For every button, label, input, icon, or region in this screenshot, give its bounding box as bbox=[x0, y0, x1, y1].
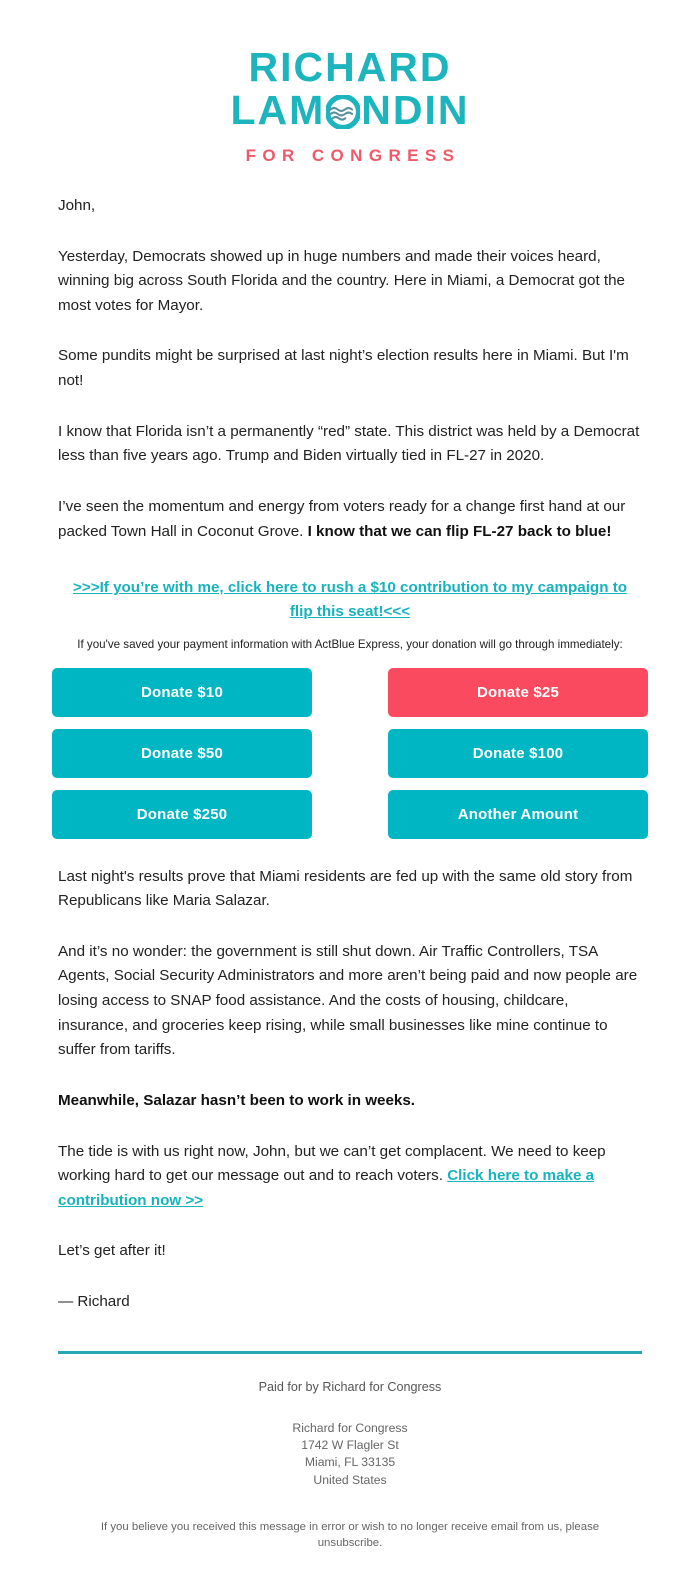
primary-cta-link[interactable]: >>>If you’re with me, click here to rush a $10 contribution to my campaign to flip this seat!<<< bbox=[72, 579, 628, 620]
paragraph-5: Last night's results prove that Miami residents are fed up with the same old story from Republicans like Maria Salazar. bbox=[58, 867, 633, 910]
paragraph-2: Some pundits might be surprised at last night’s election results here in Miami. But I'm not! bbox=[58, 347, 629, 390]
paragraph-4-emphasis: I know that we can flip FL-27 back to blue! bbox=[307, 522, 612, 540]
primary-cta-wrapper bbox=[58, 576, 642, 623]
unsubscribe-notice bbox=[58, 1519, 642, 1552]
greeting-line: John, bbox=[58, 196, 96, 214]
logo-last-name-part-2: NDIN bbox=[361, 87, 470, 134]
donate-button-donate-10[interactable]: Donate $10 bbox=[52, 668, 312, 717]
email-footer bbox=[0, 1354, 700, 1586]
paid-for-disclaimer: Paid for by Richard for Congress bbox=[258, 1379, 442, 1394]
paragraph-7 bbox=[58, 1089, 642, 1114]
signoff-line: Let’s get after it! bbox=[58, 1242, 166, 1260]
donate-button-another-amount[interactable]: Another Amount bbox=[388, 790, 648, 839]
paragraph-8-text: The tide is with us right now, John, but we can’t get complacent. We need to keep working hard to get our message out and to reach voters. bbox=[58, 1142, 606, 1185]
address-line: Miami, FL 33135 bbox=[304, 1455, 396, 1470]
campaign-logo bbox=[230, 46, 469, 164]
paragraph-3: I know that Florida isn’t a permanently “red” state. This district was held by a Democrat less than five years ago. Trump and Biden virtually tied in FL-27 in 2020. bbox=[58, 422, 640, 465]
unsubscribe-link[interactable]: unsubscribe bbox=[317, 1537, 380, 1550]
unsubscribe-text-after: . bbox=[379, 1537, 383, 1550]
address-line: United States bbox=[313, 1472, 387, 1487]
paragraph-8 bbox=[58, 1140, 642, 1214]
logo-last-name bbox=[230, 89, 469, 132]
actblue-express-note: If you've saved your payment information with ActBlue Express, your donation will go through immediately: bbox=[77, 638, 623, 652]
address-line: Richard for Congress bbox=[292, 1420, 408, 1435]
email-body bbox=[0, 194, 700, 654]
email-body-lower bbox=[0, 865, 700, 1315]
signature-line: — Richard bbox=[58, 1293, 130, 1310]
logo-first-name: RICHARD bbox=[248, 44, 452, 90]
paragraph-6: And it’s no wonder: the government is still shut down. Air Traffic Controllers, TSA Agents, Social Security Administrators and more aren’t being paid and now people are losing access to SNAP food assistance. And the costs of housing, childcare, insurance, and groceries keep rising, while small businesses like mine continue to suffer from tariffs. bbox=[58, 942, 638, 1059]
logo-last-name-part-1: LAM bbox=[230, 87, 326, 134]
paragraph-4-text: I’ve seen the momentum and energy from voters ready for a change first hand at our packed Town Hall in Coconut Grove. bbox=[58, 497, 626, 540]
email-header bbox=[0, 0, 700, 194]
donation-button-grid bbox=[0, 668, 700, 839]
donate-button-donate-100[interactable]: Donate $100 bbox=[388, 729, 648, 778]
donate-button-donate-250[interactable]: Donate $250 bbox=[52, 790, 312, 839]
paragraph-4 bbox=[58, 495, 642, 544]
mailing-address bbox=[58, 1420, 642, 1489]
wave-circle-icon bbox=[326, 95, 360, 129]
donate-button-donate-25[interactable]: Donate $25 bbox=[388, 668, 648, 717]
paragraph-7-emphasis: Meanwhile, Salazar hasn’t been to work in weeks. bbox=[58, 1091, 416, 1109]
paragraph-1: Yesterday, Democrats showed up in huge numbers and made their voices heard, winning big across South Florida and the country. Here in Miami, a Democrat got the most votes for Mayor. bbox=[58, 247, 625, 314]
unsubscribe-text-before: If you believe you received this message in error or wish to no longer receive email from us, please bbox=[100, 1520, 600, 1533]
logo-subtitle: FOR CONGRESS bbox=[245, 145, 461, 165]
address-line: 1742 W Flagler St bbox=[301, 1437, 399, 1452]
secondary-cta-link[interactable]: Click here to make a contribution now >> bbox=[58, 1167, 595, 1209]
donate-button-donate-50[interactable]: Donate $50 bbox=[52, 729, 312, 778]
